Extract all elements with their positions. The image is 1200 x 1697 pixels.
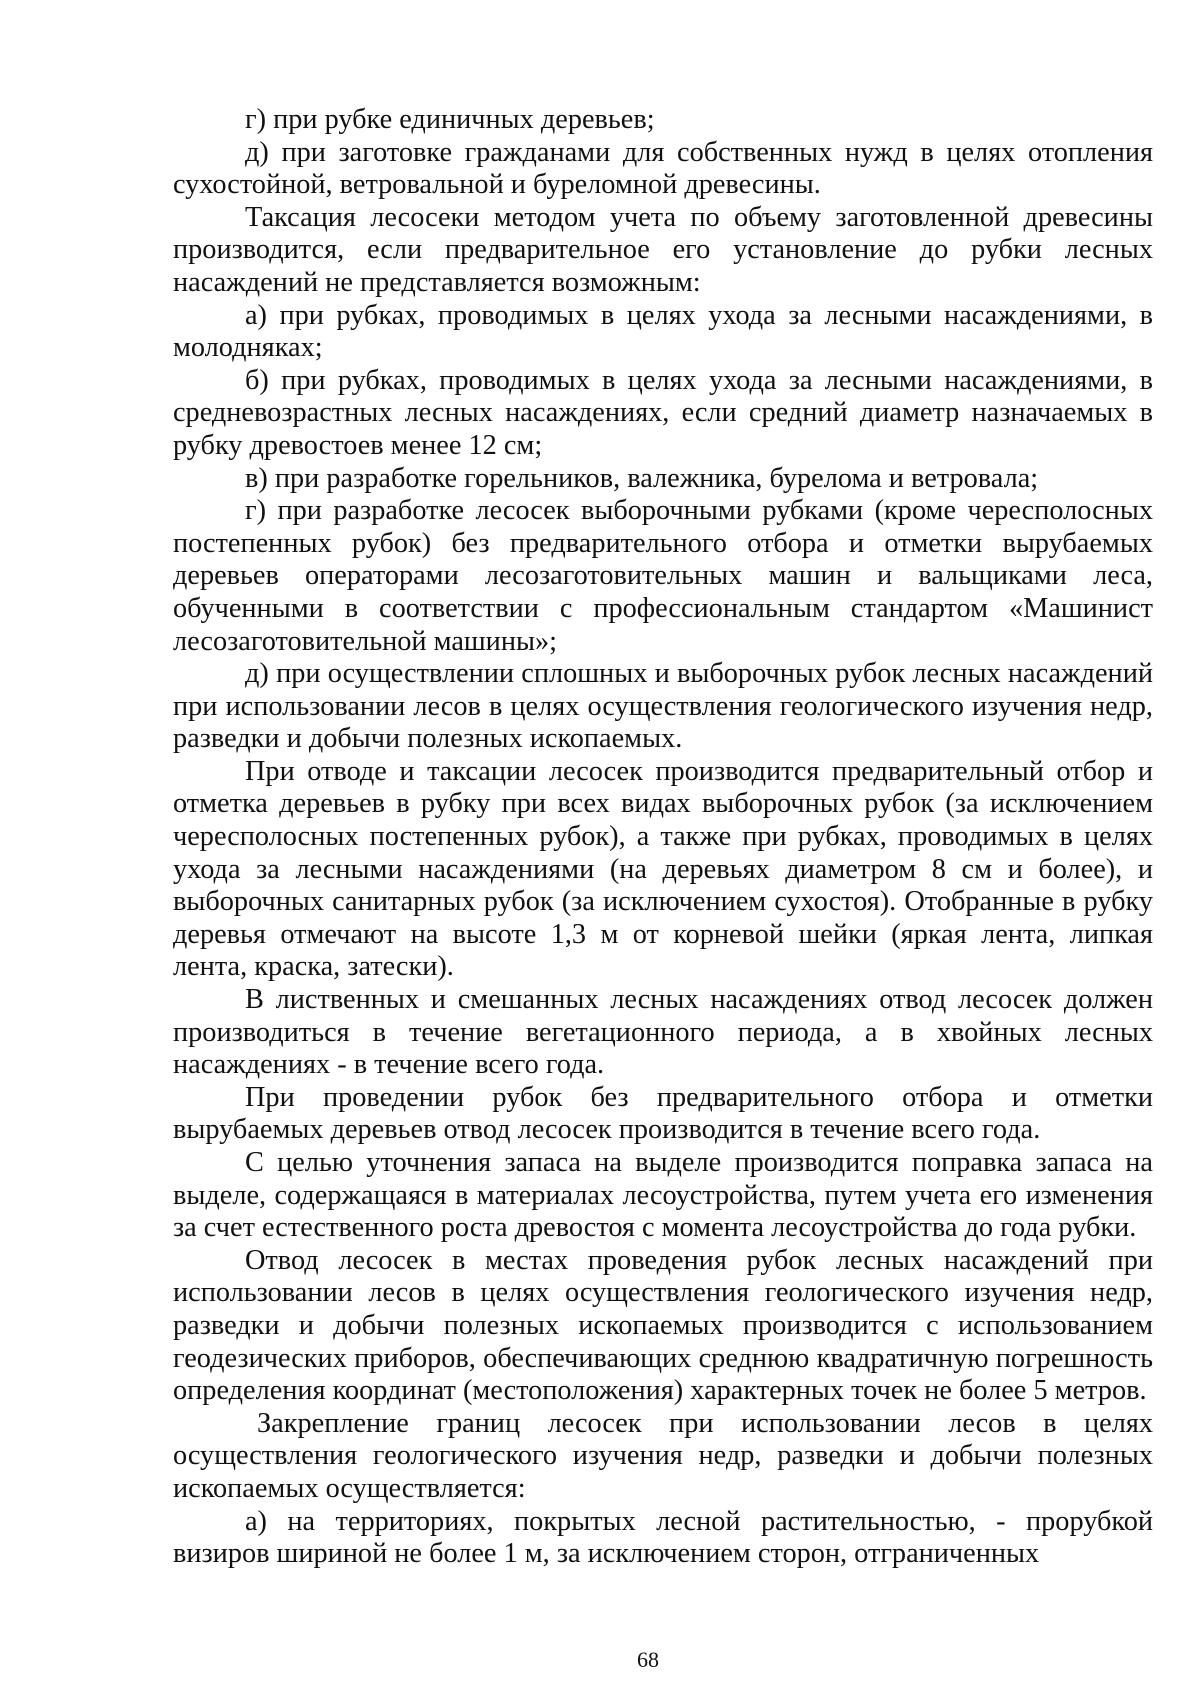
paragraph: д) при заготовке гражданами для собственных нужд в целях отопления сухостойной, ветровальной и буреломной древесины. xyxy=(173,136,1153,201)
paragraph: При отводе и таксации лесосек производится предварительный отбор и отметка деревьев в рубку при всех видах выборочных рубок (за исключением чересполосных постепенных рубок), а также при рубках, проводимых в целях ухода за лесными насаждениями (на деревьях диаметром 8 см и более), и выборочных санитарных рубок (за исключением сухостоя). Отобранные в рубку деревья отмечают на высоте 1,3 м от корневой шейки (яркая лента, липкая лента, краска, затески). xyxy=(173,755,1153,983)
page-number: 68 xyxy=(637,1647,659,1672)
paragraph: Таксация лесосеки методом учета по объему заготовленной древесины производится, если предварительное его установление до рубки лесных насаждений не представляется возможным: xyxy=(173,201,1153,298)
paragraph: При проведении рубок без предварительного отбора и отметки вырубаемых деревьев отвод лесосек производится в течение всего года. xyxy=(173,1081,1153,1146)
paragraph: г) при разработке лесосек выборочными рубками (кроме чересполосных постепенных рубок) без предварительного отбора и отметки вырубаемых деревьев операторами лесозаготовительных машин и вальщиками леса, обученными в соответствии с профессиональным стандартом «Машинист лесозаготовительной машины»; xyxy=(173,495,1153,657)
paragraph: г) при рубке единичных деревьев; xyxy=(245,104,655,135)
paragraph: д) при осуществлении сплошных и выборочных рубок лесных насаждений при использовании лесов в целях осуществления геологического изучения недр, разведки и добычи полезных ископаемых. xyxy=(173,658,1153,755)
paragraph: в) при разработке горельников, валежника, бурелома и ветровала; xyxy=(245,462,1039,494)
paragraph: В лиственных и смешанных лесных насаждениях отвод лесосек должен производиться в течение вегетационного периода, а в хвойных лесных насаждениях - в течение всего года. xyxy=(173,984,1153,1081)
paragraph: Закрепление границ лесосек при использовании лесов в целях осуществления геологического изучения недр, разведки и добычи полезных ископаемых осуществляется: xyxy=(173,1407,1153,1504)
document-page xyxy=(173,104,1153,1571)
paragraph: Отвод лесосек в местах проведения рубок лесных насаждений при использовании лесов в целях осуществления геологического изучения недр, разведки и добычи полезных ископаемых производится с использованием геодезических приборов, обеспечивающих среднюю квадратичную погрешность определения координат (местоположения) характерных точек не более 5 метров. xyxy=(173,1244,1153,1407)
paragraph: а) при рубках, проводимых в целях ухода за лесными насаждениями, в молодняках; xyxy=(173,299,1153,364)
paragraph: а) на территориях, покрытых лесной растительностью, - прорубкой визиров шириной не более 1 м, за исключением сторон, отграниченных xyxy=(173,1505,1153,1570)
paragraph: С целью уточнения запаса на выделе производится поправка запаса на выделе, содержащаяся в материалах лесоустройства, путем учета его изменения за счет естественного роста древостоя с момента лесоустройства до года рубки. xyxy=(173,1147,1153,1244)
paragraph: б) при рубках, проводимых в целях ухода за лесными насаждениями, в средневозрастных лесных насаждениях, если средний диаметр назначаемых в рубку древостоев менее 12 см; xyxy=(173,364,1153,461)
